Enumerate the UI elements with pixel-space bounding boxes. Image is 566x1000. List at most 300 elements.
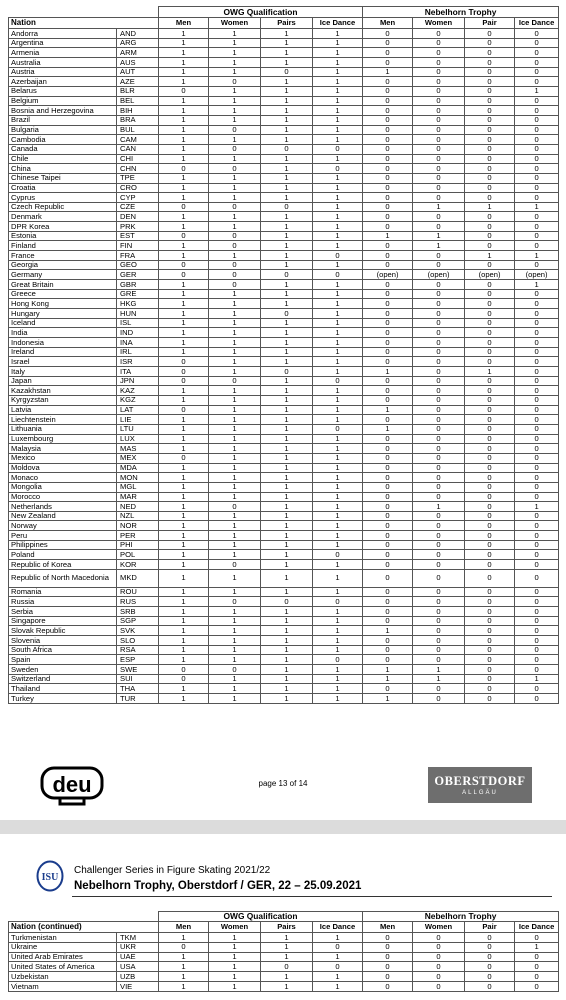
table-row [9,511,559,521]
value-cell: 1 [209,318,261,328]
table-row [9,318,559,328]
page-separator [0,820,566,834]
value-cell: 1 [313,453,363,463]
value-cell: 1 [159,386,209,396]
value-cell: 1 [261,942,313,952]
value-cell: 0 [209,665,261,675]
value-cell: 1 [515,942,559,952]
value-cell: 0 [413,962,465,972]
value-cell: 0 [515,115,559,125]
code-cell: MDA [117,463,159,473]
nation-cell: Chinese Taipei [9,173,117,183]
table-row [9,251,559,261]
nation-cell: Azerbaijan [9,77,117,87]
value-cell: 1 [209,183,261,193]
value-cell: 1 [261,415,313,425]
table-row [9,106,559,116]
value-cell: 1 [313,328,363,338]
owg-pairs-header: Pairs [261,922,313,933]
code-cell: SWE [117,665,159,675]
value-cell: 0 [313,144,363,154]
value-cell: 1 [261,511,313,521]
value-cell: 0 [465,655,515,665]
code-cell: UAE [117,952,159,962]
value-cell: 0 [465,386,515,396]
value-cell: 0 [515,77,559,87]
value-cell: 1 [465,251,515,261]
value-cell: 1 [159,444,209,454]
value-cell: 1 [313,67,363,77]
code-cell: CRO [117,183,159,193]
value-cell: 0 [465,502,515,512]
value-cell: 1 [261,376,313,386]
value-cell: 0 [413,251,465,261]
code-cell: HKG [117,299,159,309]
value-cell: 1 [313,607,363,617]
value-cell: 0 [413,299,465,309]
table-row [9,67,559,77]
code-cell: DEN [117,212,159,222]
value-cell: 1 [261,106,313,116]
code-cell: USA [117,962,159,972]
value-cell: 0 [515,299,559,309]
value-cell: 0 [159,357,209,367]
value-cell: 1 [209,981,261,991]
value-cell: 1 [313,434,363,444]
value-cell: 0 [515,463,559,473]
nation-cell: Czech Republic [9,202,117,212]
code-cell: NED [117,502,159,512]
code-cell: KAZ [117,386,159,396]
value-cell: 0 [465,569,515,587]
value-cell: 0 [515,347,559,357]
nation-cell: France [9,251,117,261]
code-cell: MGL [117,482,159,492]
value-cell: 1 [209,173,261,183]
value-cell: 0 [363,972,413,982]
value-cell: 1 [261,125,313,135]
value-cell: 1 [209,453,261,463]
table-row [9,607,559,617]
value-cell: 0 [515,952,559,962]
value-cell: 1 [159,502,209,512]
value-cell: 1 [261,569,313,587]
table-row [9,309,559,319]
value-cell: 0 [413,972,465,982]
value-cell: 1 [159,77,209,87]
header-rule [72,896,552,897]
value-cell: 0 [261,597,313,607]
value-cell: 0 [465,415,515,425]
value-cell: 0 [413,531,465,541]
value-cell: 0 [363,125,413,135]
value-cell: 1 [313,106,363,116]
value-cell: 0 [515,626,559,636]
value-cell: 0 [515,193,559,203]
code-cell: GER [117,270,159,280]
value-cell: 0 [209,231,261,241]
value-cell: 1 [313,395,363,405]
value-cell: 1 [313,173,363,183]
value-cell: 0 [413,424,465,434]
value-cell: 1 [261,115,313,125]
nation-cell: Peru [9,531,117,541]
group-nebelhorn: Nebelhorn Trophy [363,912,559,922]
value-cell: 1 [209,67,261,77]
value-cell: 0 [465,231,515,241]
value-cell: 1 [261,665,313,675]
value-cell: 0 [413,587,465,597]
value-cell: 1 [159,338,209,348]
value-cell: 0 [413,260,465,270]
nation-cell: Bosnia and Herzegovina [9,106,117,116]
value-cell: 1 [159,328,209,338]
value-cell: 1 [261,444,313,454]
nation-cell: Lithuania [9,424,117,434]
value-cell: 1 [159,636,209,646]
table-row [9,521,559,531]
nation-cell: United Arab Emirates [9,952,117,962]
value-cell: 0 [465,492,515,502]
code-cell: CAN [117,144,159,154]
value-cell: 1 [515,86,559,96]
table-row [9,587,559,597]
code-cell: SVK [117,626,159,636]
nation-cell: Estonia [9,231,117,241]
value-cell: 1 [261,616,313,626]
value-cell: 1 [209,693,261,703]
value-cell: 0 [413,684,465,694]
value-cell: 1 [313,587,363,597]
table-body [9,29,559,704]
value-cell: 0 [515,531,559,541]
value-cell: 0 [159,260,209,270]
value-cell: 1 [261,357,313,367]
value-cell: 0 [465,693,515,703]
value-cell: 0 [515,29,559,39]
nation-cell: Moldova [9,463,117,473]
value-cell: 0 [515,212,559,222]
value-cell: 0 [515,260,559,270]
value-cell: 1 [209,86,261,96]
value-cell: 0 [413,942,465,952]
value-cell: 1 [313,952,363,962]
value-cell: 0 [465,309,515,319]
value-cell: 0 [465,645,515,655]
table-row [9,981,559,991]
value-cell: 0 [413,67,465,77]
value-cell: 1 [313,415,363,425]
value-cell: 1 [313,338,363,348]
value-cell: 1 [465,202,515,212]
code-cell: CHN [117,164,159,174]
value-cell: 1 [313,222,363,232]
value-cell: 1 [261,952,313,962]
code-cell: VIE [117,981,159,991]
value-cell: 0 [209,164,261,174]
value-cell: 0 [413,115,465,125]
value-cell: 1 [363,665,413,675]
code-cell: AZE [117,77,159,87]
value-cell: 1 [261,933,313,943]
code-cell: NOR [117,521,159,531]
value-cell: 1 [209,521,261,531]
value-cell: 1 [209,434,261,444]
nation-cell: New Zealand [9,511,117,521]
value-cell: 0 [413,482,465,492]
table-row [9,38,559,48]
code-cell: ARG [117,38,159,48]
value-cell: 1 [209,222,261,232]
nation-cell: Monaco [9,473,117,483]
table-row [9,492,559,502]
table-row [9,222,559,232]
value-cell: 0 [363,550,413,560]
value-cell: 0 [363,260,413,270]
code-cell: LUX [117,434,159,444]
value-cell: 1 [209,357,261,367]
value-cell: 1 [261,560,313,570]
table-row [9,597,559,607]
value-cell: 1 [413,665,465,675]
table-row [9,636,559,646]
value-cell: 0 [413,135,465,145]
value-cell: 0 [413,473,465,483]
value-cell: 1 [413,502,465,512]
page-footer [0,755,566,815]
code-cell: MKD [117,569,159,587]
value-cell: 1 [261,96,313,106]
value-cell: 0 [465,597,515,607]
nation-cell: Belarus [9,86,117,96]
value-cell: 1 [261,251,313,261]
value-cell: 0 [515,222,559,232]
value-cell: 1 [261,241,313,251]
value-cell: (open) [413,270,465,280]
code-cell: IND [117,328,159,338]
value-cell: 1 [261,540,313,550]
value-cell: 0 [413,395,465,405]
value-cell: 0 [515,135,559,145]
code-cell: MEX [117,453,159,463]
value-cell: 1 [159,299,209,309]
value-cell: 1 [261,405,313,415]
value-cell: 1 [261,193,313,203]
value-cell: 0 [465,96,515,106]
value-cell: 0 [465,183,515,193]
nation-cell: Croatia [9,183,117,193]
nation-cell: Kazakhstan [9,386,117,396]
table-row [9,942,559,952]
value-cell: 1 [313,511,363,521]
value-cell: 1 [261,424,313,434]
value-cell: 1 [313,521,363,531]
value-cell: 0 [515,38,559,48]
table-row [9,482,559,492]
code-cell: TUR [117,693,159,703]
code-cell: RUS [117,597,159,607]
value-cell: 1 [515,674,559,684]
value-cell: 1 [159,48,209,58]
value-cell: 0 [515,318,559,328]
value-cell: 0 [413,222,465,232]
value-cell: 1 [313,86,363,96]
table-row [9,502,559,512]
code-cell: THA [117,684,159,694]
value-cell: 0 [413,125,465,135]
value-cell: 0 [413,952,465,962]
value-cell: 0 [515,473,559,483]
value-cell: 1 [261,473,313,483]
table-row [9,453,559,463]
oberstdorf-logo: OBERSTDORF ALLGÄU [428,767,532,803]
value-cell: 1 [313,665,363,675]
code-cell: PRK [117,222,159,232]
table-row [9,473,559,483]
value-cell: 1 [209,289,261,299]
nation-cell: Armenia [9,48,117,58]
code-cell: AUT [117,67,159,77]
value-cell: 0 [465,144,515,154]
owg-ice-dance-header: Ice Dance [313,922,363,933]
value-cell: 0 [515,962,559,972]
value-cell: 0 [363,338,413,348]
value-cell: 1 [413,231,465,241]
value-cell: 0 [515,569,559,587]
value-cell: 0 [413,183,465,193]
value-cell: 1 [261,347,313,357]
value-cell: 0 [363,357,413,367]
value-cell: 1 [515,502,559,512]
value-cell: 0 [413,338,465,348]
value-cell: 1 [159,597,209,607]
value-cell: 1 [209,193,261,203]
value-cell: 0 [515,96,559,106]
neb-men-header: Men [363,922,413,933]
value-cell: (open) [465,270,515,280]
value-cell: 1 [209,106,261,116]
value-cell: 0 [465,86,515,96]
code-cell: UZB [117,972,159,982]
value-cell: 1 [159,434,209,444]
value-cell: 0 [363,29,413,39]
value-cell: 1 [313,260,363,270]
value-cell: 1 [209,616,261,626]
value-cell: 1 [261,502,313,512]
value-cell: 1 [261,77,313,87]
value-cell: 0 [465,357,515,367]
value-cell: 0 [363,463,413,473]
value-cell: 0 [465,560,515,570]
value-cell: 0 [413,48,465,58]
value-cell: 1 [209,395,261,405]
nation-cell: Belgium [9,96,117,106]
nation-cell: Netherlands [9,502,117,512]
value-cell: 1 [261,57,313,67]
value-cell: 0 [363,135,413,145]
value-cell: 1 [313,193,363,203]
value-cell: 0 [515,550,559,560]
owg-women-header: Women [209,922,261,933]
value-cell: 0 [363,48,413,58]
value-cell: 0 [465,173,515,183]
value-cell: 1 [209,251,261,261]
code-cell: ITA [117,366,159,376]
value-cell: 0 [515,684,559,694]
value-cell: 1 [313,444,363,454]
code-cell: RSA [117,645,159,655]
value-cell: 0 [515,405,559,415]
value-cell: 1 [209,540,261,550]
value-cell: 0 [363,318,413,328]
owg-women-header: Women [209,18,261,29]
value-cell: 1 [261,212,313,222]
value-cell: 0 [413,616,465,626]
value-cell: 0 [363,164,413,174]
code-cell: HUN [117,309,159,319]
value-cell: 0 [465,521,515,531]
value-cell: 0 [465,607,515,617]
table-row [9,202,559,212]
code-cell: ARM [117,48,159,58]
value-cell: 0 [465,540,515,550]
value-cell: 1 [209,587,261,597]
table-row [9,531,559,541]
value-cell: 1 [261,289,313,299]
value-cell: 1 [159,655,209,665]
value-cell: 1 [261,693,313,703]
value-cell: 1 [313,492,363,502]
value-cell: 1 [261,183,313,193]
code-cell: TPE [117,173,159,183]
value-cell: 0 [159,202,209,212]
code-cell: CAM [117,135,159,145]
value-cell: 0 [515,645,559,655]
code-cell: INA [117,338,159,348]
value-cell: 0 [363,386,413,396]
value-cell: 0 [465,511,515,521]
value-cell: 1 [261,299,313,309]
table-row [9,962,559,972]
value-cell: 1 [209,492,261,502]
value-cell: 0 [465,981,515,991]
table-row [9,270,559,280]
value-cell: 1 [261,328,313,338]
value-cell: 0 [465,338,515,348]
value-cell: 1 [209,626,261,636]
value-cell: 1 [159,626,209,636]
value-cell: (open) [515,270,559,280]
code-cell: FIN [117,241,159,251]
table-row [9,164,559,174]
value-cell: 0 [465,241,515,251]
value-cell: 1 [159,645,209,655]
nation-cell: Uzbekistan [9,972,117,982]
nation-cell: Canada [9,144,117,154]
value-cell: 0 [413,560,465,570]
value-cell: 1 [313,202,363,212]
value-cell: 0 [363,280,413,290]
value-cell: 1 [313,299,363,309]
value-cell: 0 [413,386,465,396]
nation-cell: Finland [9,241,117,251]
value-cell: 1 [313,154,363,164]
value-cell: 0 [465,29,515,39]
value-cell: 0 [465,453,515,463]
code-cell: KOR [117,560,159,570]
code-cell: BRA [117,115,159,125]
neb-pair-header: Pair [465,18,515,29]
